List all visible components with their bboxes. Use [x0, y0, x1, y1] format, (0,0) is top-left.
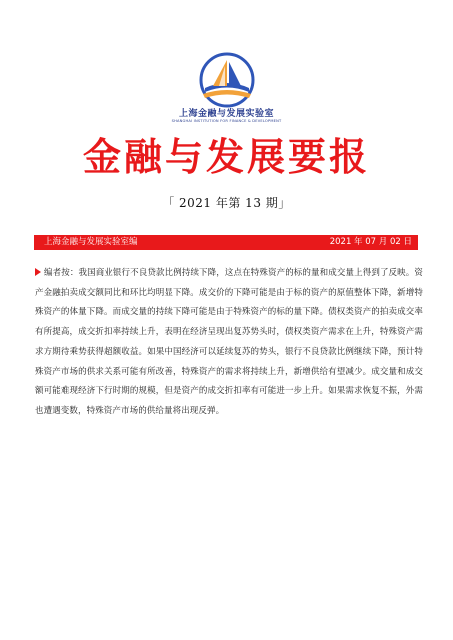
sail-emblem-icon [199, 52, 255, 108]
page-title: 金融与发展要报 [82, 135, 370, 179]
publish-date: 2021 年 07 月 02 日 [329, 237, 412, 247]
issue-number: 「 2021 年第 13 期」 [162, 196, 291, 210]
logo [0, 52, 453, 123]
bullet-triangle-icon [35, 268, 41, 276]
editor-note-text: 编者按：我国商业银行不良贷款比例持续下降，这点在特殊资产的标的量和成交量上得到了反映。资产金融拍卖成交额同比和环比均明显下降。成交价的下降可能是由于标的资产的原值整体下降，新增特殊资产的体量下降。而成交量的持续下降可能是由于特殊资产的标的量下降。债权类资产的拍卖成交率有所提高，成交折扣率持续上升，表明在经济呈现出复苏势头时，债权类资产需求在上升，特殊资产需求方期待乘势获得超额收益。如果中国经济可以延续复苏的势头，银行不良贷款比例继续下降，预计特殊资产市场的供求关系可能有所改善，特殊资产的需求将持续上升，新增供给有望减少。成交量和成交额可能难现经济下行时期的规模，但是资产的成交折扣率有可能进一步上升。如果需求恢复不振，外需也遭遇变数，特殊资产市场的供给量将出现反弹。 [35, 268, 423, 416]
org-name-cn: 上海金融与发展实验室 [178, 109, 274, 119]
header-bar [34, 235, 418, 250]
org-name-en: SHANGHAI INSTITUTION FOR FINANCE & DEVELOPMENT [171, 119, 282, 123]
editor-label: 上海金融与发展实验室编 [44, 237, 138, 247]
editor-note [35, 264, 423, 422]
